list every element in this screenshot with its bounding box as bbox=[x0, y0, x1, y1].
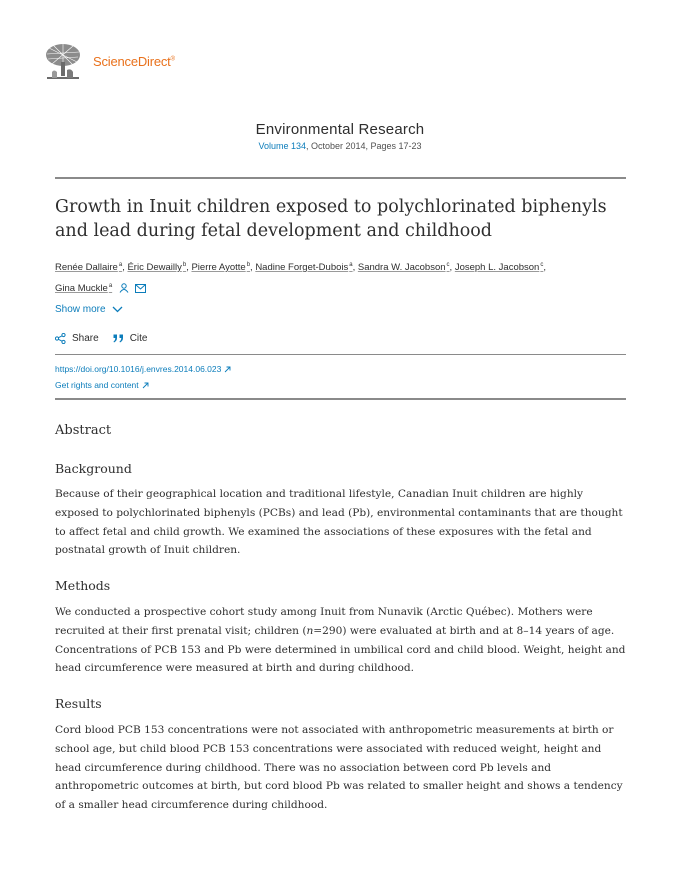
show-more-button[interactable] bbox=[55, 304, 123, 315]
sciencedirect-wordmark: ScienceDirect® bbox=[93, 53, 175, 69]
author-list: Renée Dallaire$^a$, Éric Dewailly$^b$, Pierre Ayotte$^b$, Nadine Forget-Dubois$^a$, Sandra W. Jacobson$^c$, Joseph L. Jacobson$^c$, Gina Muckle$^a$ bbox=[55, 256, 630, 300]
volume-pages: , October 2014, Pages 17-23 bbox=[305, 141, 422, 151]
author-link[interactable]: Éric Dewailly$^b$ bbox=[127, 262, 187, 273]
doi-link[interactable] bbox=[55, 361, 231, 377]
author-link[interactable]: Sandra W. Jacobson$^c$ bbox=[357, 262, 450, 273]
journal-info bbox=[0, 121, 680, 151]
article-links bbox=[55, 361, 231, 393]
cite-label: Cite bbox=[129, 333, 148, 344]
rights-link[interactable] bbox=[55, 377, 231, 393]
methods-heading: Methods bbox=[55, 578, 111, 593]
share-button[interactable] bbox=[55, 333, 99, 344]
rights-link-text: Get rights and content bbox=[55, 380, 139, 390]
author-link[interactable]: Pierre Ayotte$^b$ bbox=[191, 262, 251, 273]
share-icon bbox=[55, 333, 66, 344]
abstract-heading: Abstract bbox=[55, 423, 112, 438]
email-icon[interactable] bbox=[135, 282, 146, 300]
external-link-icon bbox=[224, 366, 231, 373]
person-icon[interactable] bbox=[119, 282, 129, 300]
links-bottom-divider bbox=[55, 398, 626, 400]
share-label: Share bbox=[72, 333, 99, 344]
article-title: Growth in Inuit children exposed to polychlorinated biphenyls and lead during fetal development and childhood bbox=[55, 197, 607, 241]
show-more-label: Show more bbox=[55, 304, 106, 315]
volume-line bbox=[0, 141, 680, 151]
author-link[interactable]: Joseph L. Jacobson$^c$ bbox=[454, 262, 544, 273]
results-text: Cord blood PCB 153 concentrations were not associated with anthropometric measurements at birth or school age, but child blood PCB 153 concentrations were associated with reduced weight, height and head circumference during childhood. There was no association between cord Pb levels and anthropometric outcomes at birth, but cord blood Pb was related to smaller height and shows a tendency of a smaller head circumference during childhood. bbox=[55, 724, 623, 812]
header-divider bbox=[55, 177, 626, 179]
elsevier-tree-icon bbox=[43, 42, 83, 80]
background-heading: Background bbox=[55, 461, 132, 476]
author-link[interactable]: Renée Dallaire$^a$ bbox=[55, 262, 123, 273]
methods-text: We conducted a prospective cohort study among Inuit from Nunavik (Arctic Québec). Mothers were recruited at their first prenatal visit; children (n=290) were evaluated at birth and at 8–14 years of age. Concentrations of PCB 153 and Pb were determined in umbilical cord and child blood. Weight, height and head circumference were measured at birth and during childhood. bbox=[55, 606, 626, 675]
author-link[interactable]: Gina Muckle$^a$ bbox=[55, 283, 113, 294]
links-top-divider bbox=[55, 354, 626, 355]
cite-button[interactable] bbox=[113, 333, 148, 344]
external-link-icon bbox=[142, 382, 149, 389]
publisher-logo[interactable] bbox=[43, 42, 175, 80]
chevron-down-icon bbox=[112, 306, 123, 313]
journal-title-link[interactable]: Environmental Research bbox=[255, 121, 425, 138]
background-text: Because of their geographical location and traditional lifestyle, Canadian Inuit children are highly exposed to polychlorinated biphenyls (PCBs) and lead (Pb), environmental contaminants that are thought to affect fetal and child growth. We examined the associations of these exposures with the fetal and postnatal growth of Inuit children. bbox=[55, 488, 623, 557]
quote-icon bbox=[113, 334, 124, 343]
doi-link-text: https://doi.org/10.1016/j.envres.2014.06.023 bbox=[55, 364, 222, 374]
author-link[interactable]: Nadine Forget-Dubois$^a$ bbox=[255, 262, 353, 273]
article-actions bbox=[55, 333, 161, 344]
volume-link[interactable]: Volume 134 bbox=[258, 141, 306, 151]
results-heading: Results bbox=[55, 696, 102, 711]
